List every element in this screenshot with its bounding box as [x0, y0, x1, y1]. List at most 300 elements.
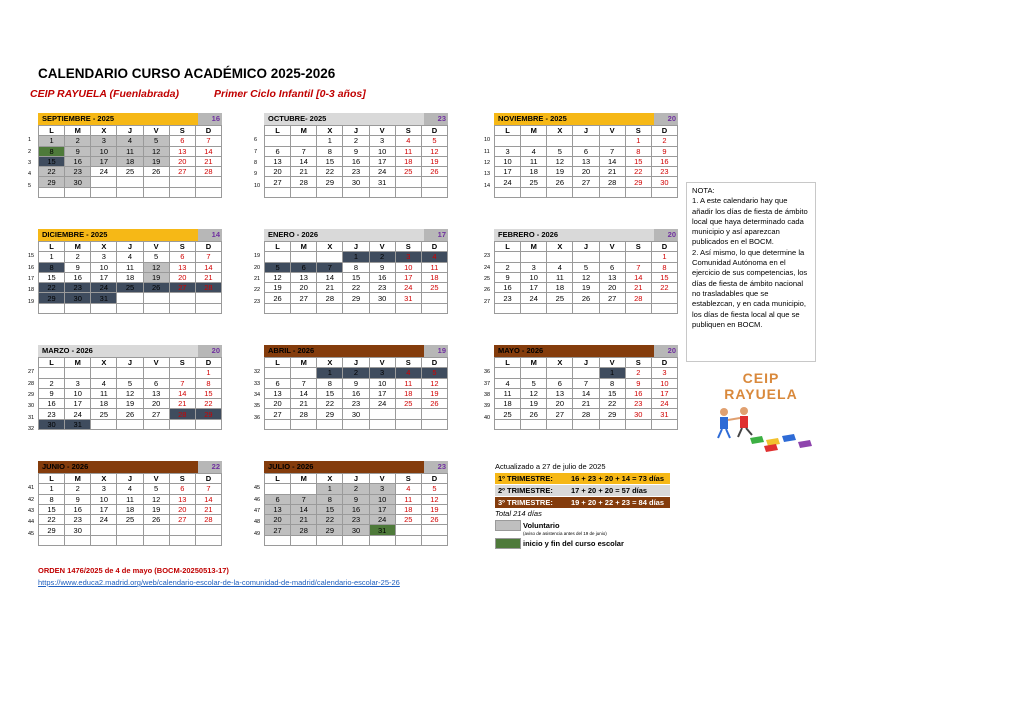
- day-cell: 11: [395, 146, 421, 156]
- day-cell: 16: [39, 399, 65, 409]
- day-cell: 4: [547, 262, 573, 272]
- week-number: 12: [484, 159, 491, 166]
- weekday-header: D: [195, 126, 221, 136]
- day-cell: [421, 187, 447, 197]
- day-cell: 28: [195, 515, 221, 525]
- trimester-2: [495, 485, 670, 496]
- calendar-month: [254, 113, 448, 198]
- trimester-3-label: 3º TRIMESTRE:: [498, 498, 553, 507]
- day-cell: [547, 368, 573, 378]
- day-cell: 27: [169, 283, 195, 293]
- calendar-month: [28, 229, 222, 314]
- month-name: ENERO - 2026: [268, 230, 319, 239]
- day-cell: 3: [369, 368, 395, 378]
- day-cell: [39, 187, 65, 197]
- day-cell: 26: [421, 167, 447, 177]
- day-cell: 9: [625, 378, 651, 388]
- day-cell: 5: [421, 484, 447, 494]
- month-header: [494, 229, 678, 241]
- week-number: 11: [484, 148, 490, 155]
- day-cell: 6: [265, 494, 291, 504]
- day-cell: 10: [369, 378, 395, 388]
- day-cell: [91, 525, 117, 535]
- week-number: 27: [28, 369, 35, 376]
- day-cell: [421, 293, 447, 303]
- day-cell: [39, 535, 65, 545]
- day-cell: 18: [117, 156, 143, 166]
- day-cell: 8: [39, 146, 65, 156]
- day-cell: [91, 187, 117, 197]
- week-number: 29: [28, 391, 35, 398]
- day-cell: 11: [495, 388, 521, 398]
- day-cell: [343, 303, 369, 313]
- day-cell: [625, 303, 651, 313]
- day-cell: 25: [495, 409, 521, 419]
- day-cell: 21: [169, 399, 195, 409]
- day-cell: 31: [65, 419, 91, 429]
- day-cell: 3: [91, 136, 117, 146]
- weekday-header: L: [495, 358, 521, 368]
- weekday-header: M: [521, 242, 547, 252]
- day-cell: 6: [169, 136, 195, 146]
- day-cell: 27: [291, 293, 317, 303]
- day-cell: 14: [317, 272, 343, 282]
- note-paragraph-2: 2. Así mismo, lo que determine la Comunidad Autónoma en el ejercicio de sus competencias, los días de fiesta de ámbito nacional no trasladables que se establezcan, y en cada municipio, los días de fiesta local al que se publiquen en BOCM.: [692, 247, 808, 329]
- week-number: 32: [254, 369, 261, 376]
- week-number: 20: [254, 264, 261, 271]
- weekday-header: L: [495, 242, 521, 252]
- day-cell: 1: [39, 252, 65, 262]
- day-cell: 10: [91, 262, 117, 272]
- month-day-count: 16: [198, 113, 222, 125]
- day-cell: 4: [91, 378, 117, 388]
- month-name: OCTUBRE- 2025: [268, 114, 327, 123]
- weekday-header: X: [317, 474, 343, 484]
- day-cell: 12: [143, 494, 169, 504]
- day-cell: [625, 252, 651, 262]
- month-day-count: 19: [424, 345, 448, 357]
- day-cell: [291, 484, 317, 494]
- month-day-count: 14: [198, 229, 222, 241]
- weekday-header: J: [117, 474, 143, 484]
- day-cell: 14: [291, 388, 317, 398]
- day-cell: 11: [547, 272, 573, 282]
- week-number: 4: [28, 171, 32, 178]
- day-cell: 5: [143, 252, 169, 262]
- week-number: 36: [484, 369, 491, 376]
- day-cell: 11: [117, 262, 143, 272]
- day-cell: [143, 419, 169, 429]
- day-cell: 4: [395, 368, 421, 378]
- day-cell: [573, 187, 599, 197]
- day-cell: [395, 303, 421, 313]
- day-cell: [265, 187, 291, 197]
- day-cell: 12: [421, 494, 447, 504]
- day-cell: 20: [291, 283, 317, 293]
- day-cell: 26: [265, 293, 291, 303]
- day-cell: 8: [39, 262, 65, 272]
- day-cell: 30: [343, 409, 369, 419]
- day-cell: [143, 293, 169, 303]
- day-cell: 16: [65, 156, 91, 166]
- weekday-header: S: [169, 126, 195, 136]
- week-number: 37: [484, 380, 491, 387]
- month-name: DICIEMBRE - 2025: [42, 230, 108, 239]
- calendar-month: [254, 461, 448, 546]
- day-cell: 28: [195, 167, 221, 177]
- day-cell: 30: [65, 177, 91, 187]
- day-cell: [317, 419, 343, 429]
- note-heading: NOTA:: [692, 186, 715, 195]
- day-cell: [169, 535, 195, 545]
- day-cell: 14: [195, 494, 221, 504]
- day-cell: 22: [317, 515, 343, 525]
- day-cell: [265, 535, 291, 545]
- voluntary-label: Voluntario: [523, 521, 560, 530]
- day-cell: 24: [65, 409, 91, 419]
- week-number: 26: [484, 287, 491, 294]
- day-cell: 16: [65, 272, 91, 282]
- day-cell: 27: [265, 525, 291, 535]
- month-header: [38, 229, 222, 241]
- day-cell: 22: [39, 283, 65, 293]
- day-cell: 6: [291, 262, 317, 272]
- day-cell: 15: [39, 272, 65, 282]
- day-cell: 24: [395, 283, 421, 293]
- day-cell: 6: [169, 484, 195, 494]
- week-number: 30: [28, 403, 35, 410]
- day-cell: 11: [91, 388, 117, 398]
- day-cell: 24: [521, 293, 547, 303]
- weekday-header: L: [495, 126, 521, 136]
- month-name: JULIO - 2026: [268, 462, 314, 471]
- day-cell: 5: [421, 368, 447, 378]
- month-day-count: 20: [654, 229, 678, 241]
- day-cell: 25: [395, 399, 421, 409]
- day-cell: 2: [651, 136, 677, 146]
- weekday-header: S: [395, 358, 421, 368]
- weekday-header: J: [573, 126, 599, 136]
- day-cell: [651, 419, 677, 429]
- week-number: 35: [254, 403, 261, 410]
- day-cell: 12: [421, 146, 447, 156]
- day-cell: [265, 419, 291, 429]
- page-title: CALENDARIO CURSO ACADÉMICO 2025-2026: [38, 66, 336, 81]
- day-cell: 19: [265, 283, 291, 293]
- day-cell: 7: [291, 494, 317, 504]
- day-cell: [65, 187, 91, 197]
- day-cell: 7: [195, 252, 221, 262]
- day-cell: 17: [369, 156, 395, 166]
- day-cell: 17: [395, 272, 421, 282]
- day-cell: 13: [599, 272, 625, 282]
- weekday-header: D: [195, 242, 221, 252]
- school-logo: [706, 370, 816, 440]
- day-cell: 2: [625, 368, 651, 378]
- day-cell: 23: [495, 293, 521, 303]
- day-cell: 30: [625, 409, 651, 419]
- day-cell: [521, 419, 547, 429]
- day-cell: [65, 535, 91, 545]
- month-day-count: 23: [424, 461, 448, 473]
- weekday-header: X: [547, 126, 573, 136]
- day-cell: [169, 303, 195, 313]
- day-cell: 25: [91, 409, 117, 419]
- day-cell: 23: [65, 515, 91, 525]
- day-cell: 15: [317, 388, 343, 398]
- weekday-header: S: [625, 358, 651, 368]
- day-cell: [317, 252, 343, 262]
- week-number: 33: [254, 380, 261, 387]
- day-cell: [495, 187, 521, 197]
- day-cell: [521, 136, 547, 146]
- day-cell: 23: [651, 167, 677, 177]
- weekday-header: L: [39, 242, 65, 252]
- calendar-link[interactable]: https://www.educa2.madrid.org/web/calendario-escolar-de-la-comunidad-de-madrid/calendario-escolar-25-26: [38, 578, 400, 587]
- day-cell: 6: [265, 378, 291, 388]
- week-number: 39: [484, 403, 491, 410]
- day-cell: 26: [143, 283, 169, 293]
- day-cell: 17: [65, 399, 91, 409]
- day-cell: [369, 187, 395, 197]
- weekday-header: X: [91, 126, 117, 136]
- day-cell: [651, 187, 677, 197]
- day-cell: 6: [573, 146, 599, 156]
- day-cell: 23: [343, 515, 369, 525]
- day-cell: 19: [421, 504, 447, 514]
- day-cell: [195, 535, 221, 545]
- day-cell: 29: [599, 409, 625, 419]
- day-cell: 22: [625, 167, 651, 177]
- day-cell: 15: [39, 504, 65, 514]
- day-cell: 15: [651, 272, 677, 282]
- day-cell: 12: [117, 388, 143, 398]
- day-cell: 18: [395, 504, 421, 514]
- day-cell: [651, 293, 677, 303]
- day-cell: 30: [65, 525, 91, 535]
- day-cell: 10: [495, 156, 521, 166]
- calendar-month: [254, 229, 448, 314]
- day-cell: 24: [495, 177, 521, 187]
- day-cell: 5: [117, 378, 143, 388]
- month-name: FEBRERO - 2026: [498, 230, 559, 239]
- day-cell: 2: [65, 252, 91, 262]
- day-cell: 20: [169, 504, 195, 514]
- month-header: [38, 461, 222, 473]
- day-cell: [143, 177, 169, 187]
- day-cell: [65, 303, 91, 313]
- weekday-header: M: [291, 242, 317, 252]
- day-cell: 8: [317, 378, 343, 388]
- day-cell: 28: [291, 409, 317, 419]
- weekday-header: D: [421, 474, 447, 484]
- weekday-header: V: [369, 358, 395, 368]
- weekday-header: V: [369, 474, 395, 484]
- day-cell: 12: [143, 262, 169, 272]
- day-cell: 13: [143, 388, 169, 398]
- day-cell: [91, 419, 117, 429]
- day-cell: 23: [343, 167, 369, 177]
- day-cell: 20: [265, 515, 291, 525]
- weekday-header: X: [91, 358, 117, 368]
- week-number: 3: [28, 159, 32, 166]
- day-cell: 19: [421, 388, 447, 398]
- day-cell: [143, 303, 169, 313]
- day-cell: [421, 177, 447, 187]
- day-cell: 8: [625, 146, 651, 156]
- day-cell: 23: [369, 283, 395, 293]
- weekday-header: L: [265, 126, 291, 136]
- day-cell: 20: [573, 167, 599, 177]
- weekday-header: M: [65, 126, 91, 136]
- day-cell: 21: [291, 399, 317, 409]
- month-header: [494, 345, 678, 357]
- day-cell: 21: [573, 399, 599, 409]
- day-cell: [195, 419, 221, 429]
- day-cell: 3: [65, 378, 91, 388]
- day-cell: 18: [117, 504, 143, 514]
- day-cell: 14: [573, 388, 599, 398]
- weekday-header: M: [65, 358, 91, 368]
- day-cell: 10: [395, 262, 421, 272]
- day-cell: 5: [265, 262, 291, 272]
- day-cell: [195, 177, 221, 187]
- day-cell: 10: [91, 494, 117, 504]
- day-cell: 7: [291, 146, 317, 156]
- day-cell: 22: [39, 515, 65, 525]
- day-cell: 27: [265, 177, 291, 187]
- day-cell: 18: [117, 272, 143, 282]
- day-cell: 1: [651, 252, 677, 262]
- day-cell: [395, 525, 421, 535]
- note-paragraph-1: 1. A este calendario hay que añadir los días de fiesta de ámbito local que haya determinado cada municipio y así aparezcan publicados en el BOCM.: [692, 196, 808, 247]
- day-cell: [317, 303, 343, 313]
- day-cell: 4: [395, 136, 421, 146]
- day-cell: 18: [495, 399, 521, 409]
- month-name: SEPTIEMBRE - 2025: [42, 114, 115, 123]
- week-number: 36: [254, 414, 261, 421]
- day-cell: [265, 303, 291, 313]
- day-cell: 4: [117, 136, 143, 146]
- month-header: [264, 113, 448, 125]
- week-number: 14: [484, 182, 491, 189]
- day-cell: [495, 252, 521, 262]
- day-cell: 18: [91, 399, 117, 409]
- weekday-header: X: [317, 242, 343, 252]
- day-cell: 4: [521, 146, 547, 156]
- day-cell: 1: [317, 484, 343, 494]
- day-cell: 1: [625, 136, 651, 146]
- day-cell: 23: [343, 399, 369, 409]
- day-cell: 20: [265, 167, 291, 177]
- day-cell: 13: [265, 504, 291, 514]
- day-cell: [169, 187, 195, 197]
- day-cell: 12: [521, 388, 547, 398]
- day-cell: [65, 368, 91, 378]
- day-cell: [547, 419, 573, 429]
- day-cell: [421, 419, 447, 429]
- day-cell: 14: [195, 146, 221, 156]
- day-cell: [291, 303, 317, 313]
- day-cell: 15: [317, 504, 343, 514]
- day-cell: [265, 368, 291, 378]
- day-cell: [291, 136, 317, 146]
- day-cell: 7: [291, 378, 317, 388]
- day-cell: [421, 409, 447, 419]
- day-cell: 26: [421, 515, 447, 525]
- day-cell: [117, 535, 143, 545]
- day-cell: 7: [599, 146, 625, 156]
- day-cell: 21: [195, 504, 221, 514]
- day-cell: 3: [395, 252, 421, 262]
- day-cell: [265, 136, 291, 146]
- day-cell: 10: [65, 388, 91, 398]
- weekday-header: S: [169, 242, 195, 252]
- day-cell: 13: [291, 272, 317, 282]
- day-cell: 19: [143, 156, 169, 166]
- day-cell: 29: [39, 177, 65, 187]
- day-cell: 21: [195, 272, 221, 282]
- day-cell: 12: [547, 156, 573, 166]
- day-cell: 1: [39, 136, 65, 146]
- week-number: 32: [28, 425, 35, 432]
- week-number: 13: [484, 171, 491, 178]
- day-cell: 9: [369, 262, 395, 272]
- day-cell: [421, 525, 447, 535]
- day-cell: [521, 303, 547, 313]
- day-cell: 21: [599, 167, 625, 177]
- week-number: 42: [28, 496, 35, 503]
- weekday-header: L: [39, 126, 65, 136]
- day-cell: 19: [573, 283, 599, 293]
- day-cell: 27: [573, 177, 599, 187]
- day-cell: 29: [317, 525, 343, 535]
- day-cell: 17: [495, 167, 521, 177]
- day-cell: [143, 187, 169, 197]
- week-number: 15: [28, 253, 35, 260]
- day-cell: 9: [343, 494, 369, 504]
- day-cell: 9: [65, 146, 91, 156]
- day-cell: 3: [91, 252, 117, 262]
- updated-date: Actualizado a 27 de julio de 2025: [495, 462, 606, 471]
- trimester-1-label: 1º TRIMESTRE:: [498, 474, 553, 483]
- week-number: 7: [254, 148, 258, 155]
- day-cell: [291, 368, 317, 378]
- weekday-header: D: [421, 358, 447, 368]
- day-cell: 26: [547, 177, 573, 187]
- weekday-header: L: [39, 474, 65, 484]
- day-cell: 22: [317, 399, 343, 409]
- day-cell: 31: [369, 177, 395, 187]
- day-cell: 2: [39, 378, 65, 388]
- day-cell: 14: [195, 262, 221, 272]
- voluntary-swatch: [495, 520, 521, 531]
- weekday-header: V: [599, 126, 625, 136]
- day-cell: 17: [91, 156, 117, 166]
- day-cell: 9: [65, 494, 91, 504]
- day-cell: 7: [195, 136, 221, 146]
- month-day-count: 20: [654, 345, 678, 357]
- day-cell: [521, 368, 547, 378]
- day-cell: 12: [265, 272, 291, 282]
- day-cell: 17: [91, 504, 117, 514]
- weekday-header: D: [651, 126, 677, 136]
- day-cell: 5: [143, 136, 169, 146]
- weekday-header: L: [265, 474, 291, 484]
- day-cell: 9: [651, 146, 677, 156]
- day-cell: [521, 252, 547, 262]
- day-cell: 17: [369, 504, 395, 514]
